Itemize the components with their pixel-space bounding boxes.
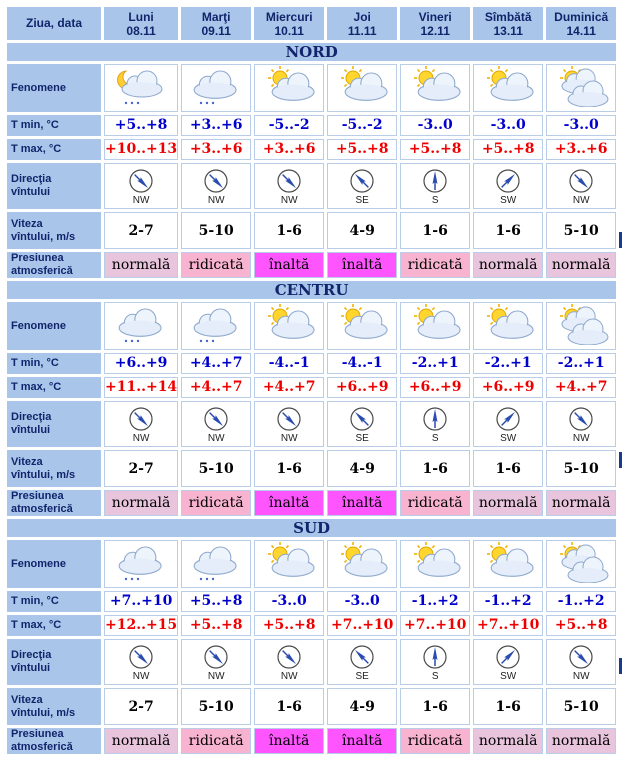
compass-icon — [105, 168, 177, 194]
region-title: CENTRU — [7, 281, 616, 299]
pressure-cell: înaltă — [254, 490, 324, 516]
phenomena-cell — [546, 540, 616, 588]
wind-direction-label: NW — [207, 671, 225, 682]
wind-direction-label: SE — [355, 433, 369, 444]
phenomena-row — [7, 540, 616, 588]
row-label-wind-speed: Viteza vîntului, m/s — [7, 688, 101, 725]
tmax-cell: +4..+7 — [254, 377, 324, 398]
wind-direction-cell — [546, 163, 616, 209]
tmax-cell: +10..+13 — [104, 139, 178, 160]
tmin-cell: -4..-1 — [254, 353, 324, 374]
corner-label: Ziua, data — [7, 7, 101, 40]
tmin-cell: -3..0 — [327, 591, 397, 612]
sun-cloud-icon — [333, 330, 391, 349]
wind-speed-cell: 4-9 — [327, 212, 397, 249]
wind-speed-cell: 4-9 — [327, 450, 397, 487]
night-cloud-snow-icon — [112, 92, 170, 111]
phenomena-cell — [400, 302, 470, 350]
wind-direction-label: NW — [280, 433, 298, 444]
day-header: Duminică 14.11 — [546, 7, 616, 40]
wind-direction-label: S — [431, 195, 439, 206]
pressure-cell: înaltă — [327, 728, 397, 754]
wind-direction-label: NW — [132, 671, 150, 682]
tmax-cell: +5..+8 — [473, 139, 543, 160]
wind-speed-row — [7, 212, 616, 249]
wind-direction-cell — [400, 401, 470, 447]
row-label-tmax: T max, °C — [7, 377, 101, 398]
tmin-cell: -4..-1 — [327, 353, 397, 374]
sun-cloud-icon — [406, 330, 464, 349]
row-label-tmin: T min, °C — [7, 353, 101, 374]
pressure-cell: normală — [104, 252, 178, 278]
row-label-wind-direction: Direcţia vîntului — [7, 639, 101, 685]
compass-icon — [182, 644, 250, 670]
compass-icon — [401, 406, 469, 432]
compass-icon — [474, 168, 542, 194]
wind-direction-cell — [181, 163, 251, 209]
tmin-cell: -2..+1 — [400, 353, 470, 374]
wind-direction-cell — [473, 163, 543, 209]
region-title: SUD — [7, 519, 616, 537]
phenomena-cell — [400, 64, 470, 112]
tmin-cell: -3..0 — [400, 115, 470, 136]
wind-direction-cell — [546, 639, 616, 685]
tmax-cell: +3..+6 — [254, 139, 324, 160]
pressure-cell: ridicată — [400, 252, 470, 278]
compass-icon — [255, 644, 323, 670]
forecast-table — [4, 4, 619, 757]
wind-speed-cell: 4-9 — [327, 688, 397, 725]
phenomena-cell — [473, 64, 543, 112]
phenomena-cell — [104, 64, 178, 112]
tmin-row — [7, 115, 616, 136]
tmax-cell: +5..+8 — [546, 615, 616, 636]
row-label-pressure: Presiunea atmosferică — [7, 252, 101, 278]
row-label-wind-speed: Viteza vîntului, m/s — [7, 212, 101, 249]
wind-direction-label: S — [431, 433, 439, 444]
compass-icon — [547, 406, 615, 432]
sun-cloud-icon — [260, 568, 318, 587]
wind-speed-cell: 5-10 — [546, 450, 616, 487]
tmax-row — [7, 139, 616, 160]
day-header: Marţi 09.11 — [181, 7, 251, 40]
pressure-cell: ridicată — [181, 728, 251, 754]
pressure-row — [7, 490, 616, 516]
wind-direction-label: NW — [572, 433, 590, 444]
phenomena-cell — [327, 64, 397, 112]
wind-speed-cell: 5-10 — [181, 212, 251, 249]
wind-direction-row — [7, 163, 616, 209]
wind-direction-label: S — [431, 671, 439, 682]
tmin-cell: -3..0 — [254, 591, 324, 612]
tmin-cell: -5..-2 — [254, 115, 324, 136]
compass-icon — [255, 406, 323, 432]
tmin-cell: +5..+8 — [104, 115, 178, 136]
phenomena-cell — [104, 302, 178, 350]
pressure-cell: înaltă — [254, 728, 324, 754]
pressure-cell: normală — [473, 728, 543, 754]
row-label-tmax: T max, °C — [7, 615, 101, 636]
phenomena-cell — [254, 302, 324, 350]
wind-direction-cell — [104, 639, 178, 685]
region-row — [7, 281, 616, 299]
wind-direction-cell — [473, 401, 543, 447]
tmin-cell: -5..-2 — [327, 115, 397, 136]
wind-direction-label: NW — [280, 195, 298, 206]
sun-cloud-icon — [260, 330, 318, 349]
pressure-cell: normală — [546, 728, 616, 754]
tmax-cell: +6..+9 — [327, 377, 397, 398]
cloud-snow-icon — [187, 92, 245, 111]
wind-direction-cell — [327, 639, 397, 685]
sun-cloud-double-icon — [552, 330, 610, 349]
pressure-row — [7, 728, 616, 754]
cloud-snow-icon — [187, 568, 245, 587]
pressure-cell: înaltă — [254, 252, 324, 278]
scroll-edge-mark — [619, 658, 622, 674]
tmax-cell: +4..+7 — [546, 377, 616, 398]
compass-icon — [182, 406, 250, 432]
sun-cloud-icon — [333, 92, 391, 111]
phenomena-cell — [181, 540, 251, 588]
tmax-cell: +5..+8 — [181, 615, 251, 636]
wind-speed-cell: 5-10 — [546, 688, 616, 725]
compass-icon — [105, 644, 177, 670]
header-row — [7, 7, 616, 40]
row-label-wind-speed: Viteza vîntului, m/s — [7, 450, 101, 487]
compass-icon — [474, 644, 542, 670]
pressure-cell: ridicată — [181, 252, 251, 278]
wind-direction-label: SW — [500, 195, 517, 206]
wind-direction-label: SE — [355, 671, 369, 682]
sun-cloud-icon — [406, 568, 464, 587]
wind-direction-cell — [181, 639, 251, 685]
row-label-phenomena: Fenomene — [7, 540, 101, 588]
row-label-tmin: T min, °C — [7, 115, 101, 136]
tmin-cell: -1..+2 — [546, 591, 616, 612]
wind-speed-cell: 1-6 — [254, 212, 324, 249]
pressure-cell: ridicată — [400, 490, 470, 516]
wind-direction-label: SE — [355, 195, 369, 206]
tmin-cell: +7..+10 — [104, 591, 178, 612]
pressure-cell: înaltă — [327, 490, 397, 516]
wind-direction-label: SW — [500, 433, 517, 444]
phenomena-cell — [254, 64, 324, 112]
phenomena-cell — [473, 302, 543, 350]
tmax-cell: +5..+8 — [400, 139, 470, 160]
tmax-cell: +5..+8 — [254, 615, 324, 636]
day-header: Sîmbătă 13.11 — [473, 7, 543, 40]
compass-icon — [105, 406, 177, 432]
phenomena-row — [7, 302, 616, 350]
wind-direction-row — [7, 639, 616, 685]
tmin-row — [7, 591, 616, 612]
wind-direction-label: NW — [572, 195, 590, 206]
tmax-cell: +7..+10 — [473, 615, 543, 636]
compass-icon — [547, 644, 615, 670]
wind-direction-cell — [473, 639, 543, 685]
phenomena-cell — [400, 540, 470, 588]
pressure-cell: normală — [473, 252, 543, 278]
wind-speed-cell: 5-10 — [181, 688, 251, 725]
pressure-cell: normală — [546, 252, 616, 278]
wind-direction-label: NW — [207, 195, 225, 206]
region-row — [7, 519, 616, 537]
phenomena-cell — [254, 540, 324, 588]
phenomena-cell — [181, 64, 251, 112]
pressure-cell: normală — [104, 728, 178, 754]
tmax-row — [7, 377, 616, 398]
wind-speed-cell: 2-7 — [104, 450, 178, 487]
day-header: Luni 08.11 — [104, 7, 178, 40]
day-header: Joi 11.11 — [327, 7, 397, 40]
tmax-cell: +3..+6 — [546, 139, 616, 160]
wind-direction-cell — [181, 401, 251, 447]
row-label-pressure: Presiunea atmosferică — [7, 728, 101, 754]
tmax-cell: +11..+14 — [104, 377, 178, 398]
tmin-cell: +3..+6 — [181, 115, 251, 136]
cloud-snow-icon — [187, 330, 245, 349]
compass-icon — [547, 168, 615, 194]
sun-cloud-double-icon — [552, 92, 610, 111]
sun-cloud-icon — [479, 330, 537, 349]
row-label-phenomena: Fenomene — [7, 64, 101, 112]
wind-direction-label: NW — [280, 671, 298, 682]
wind-direction-label: NW — [132, 433, 150, 444]
phenomena-cell — [327, 302, 397, 350]
row-label-pressure: Presiunea atmosferică — [7, 490, 101, 516]
tmax-cell: +6..+9 — [400, 377, 470, 398]
phenomena-cell — [327, 540, 397, 588]
compass-icon — [328, 644, 396, 670]
wind-direction-cell — [400, 163, 470, 209]
region-row — [7, 43, 616, 61]
wind-speed-cell: 1-6 — [254, 450, 324, 487]
tmin-cell: -2..+1 — [546, 353, 616, 374]
phenomena-cell — [181, 302, 251, 350]
wind-direction-cell — [400, 639, 470, 685]
tmin-cell: -1..+2 — [400, 591, 470, 612]
wind-direction-cell — [104, 163, 178, 209]
tmax-cell: +12..+15 — [104, 615, 178, 636]
sun-cloud-icon — [406, 92, 464, 111]
row-label-tmin: T min, °C — [7, 591, 101, 612]
scroll-edge-mark — [619, 232, 622, 248]
tmin-row — [7, 353, 616, 374]
wind-speed-cell: 2-7 — [104, 212, 178, 249]
phenomena-row — [7, 64, 616, 112]
wind-speed-cell: 1-6 — [473, 688, 543, 725]
sun-cloud-double-icon — [552, 568, 610, 587]
pressure-cell: normală — [546, 490, 616, 516]
row-label-wind-direction: Direcţia vîntului — [7, 163, 101, 209]
compass-icon — [182, 168, 250, 194]
sun-cloud-icon — [479, 92, 537, 111]
tmin-cell: -3..0 — [473, 115, 543, 136]
tmin-cell: -1..+2 — [473, 591, 543, 612]
row-label-wind-direction: Direcţia vîntului — [7, 401, 101, 447]
wind-direction-cell — [546, 401, 616, 447]
tmax-cell: +7..+10 — [400, 615, 470, 636]
wind-direction-cell — [327, 401, 397, 447]
cloud-snow-icon — [112, 568, 170, 587]
wind-direction-label: SW — [500, 671, 517, 682]
tmax-row — [7, 615, 616, 636]
sun-cloud-icon — [479, 568, 537, 587]
tmin-cell: +4..+7 — [181, 353, 251, 374]
wind-speed-cell: 1-6 — [400, 688, 470, 725]
wind-speed-row — [7, 688, 616, 725]
compass-icon — [401, 644, 469, 670]
region-title: NORD — [7, 43, 616, 61]
wind-speed-row — [7, 450, 616, 487]
pressure-cell: normală — [104, 490, 178, 516]
pressure-cell: înaltă — [327, 252, 397, 278]
wind-direction-cell — [254, 163, 324, 209]
wind-speed-cell: 1-6 — [400, 212, 470, 249]
compass-icon — [474, 406, 542, 432]
compass-icon — [401, 168, 469, 194]
tmax-cell: +4..+7 — [181, 377, 251, 398]
wind-speed-cell: 5-10 — [181, 450, 251, 487]
wind-speed-cell: 1-6 — [473, 212, 543, 249]
tmax-cell: +5..+8 — [327, 139, 397, 160]
day-header: Miercuri 10.11 — [254, 7, 324, 40]
wind-speed-cell: 1-6 — [400, 450, 470, 487]
wind-direction-cell — [254, 639, 324, 685]
row-label-phenomena: Fenomene — [7, 302, 101, 350]
sun-cloud-icon — [333, 568, 391, 587]
wind-speed-cell: 1-6 — [473, 450, 543, 487]
wind-direction-label: NW — [572, 671, 590, 682]
tmax-cell: +3..+6 — [181, 139, 251, 160]
wind-direction-row — [7, 401, 616, 447]
scroll-edge-mark — [619, 452, 622, 468]
cloud-snow-icon — [112, 330, 170, 349]
day-header: Vineri 12.11 — [400, 7, 470, 40]
compass-icon — [328, 168, 396, 194]
row-label-tmax: T max, °C — [7, 139, 101, 160]
tmax-cell: +6..+9 — [473, 377, 543, 398]
wind-speed-cell: 2-7 — [104, 688, 178, 725]
wind-direction-label: NW — [132, 195, 150, 206]
phenomena-cell — [473, 540, 543, 588]
pressure-cell: ridicată — [400, 728, 470, 754]
pressure-cell: normală — [473, 490, 543, 516]
sun-cloud-icon — [260, 92, 318, 111]
tmin-cell: -3..0 — [546, 115, 616, 136]
tmin-cell: -2..+1 — [473, 353, 543, 374]
wind-direction-cell — [254, 401, 324, 447]
wind-direction-cell — [104, 401, 178, 447]
wind-direction-cell — [327, 163, 397, 209]
tmin-cell: +6..+9 — [104, 353, 178, 374]
wind-speed-cell: 1-6 — [254, 688, 324, 725]
tmax-cell: +7..+10 — [327, 615, 397, 636]
wind-speed-cell: 5-10 — [546, 212, 616, 249]
pressure-row — [7, 252, 616, 278]
wind-direction-label: NW — [207, 433, 225, 444]
pressure-cell: ridicată — [181, 490, 251, 516]
tmin-cell: +5..+8 — [181, 591, 251, 612]
phenomena-cell — [546, 64, 616, 112]
compass-icon — [255, 168, 323, 194]
compass-icon — [328, 406, 396, 432]
phenomena-cell — [546, 302, 616, 350]
phenomena-cell — [104, 540, 178, 588]
